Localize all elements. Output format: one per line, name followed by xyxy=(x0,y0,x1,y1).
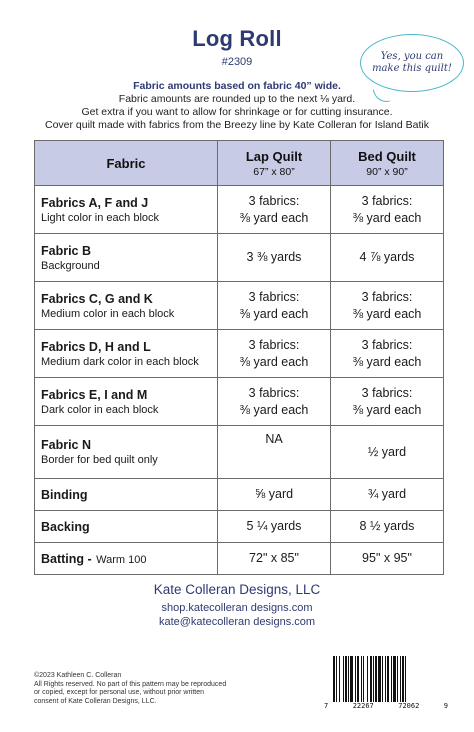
notes-line-rounding: Fabric amounts are rounded up to the next ⅛ yard. xyxy=(118,93,356,105)
row-fabric-desc: Border for bed quilt only xyxy=(41,454,158,466)
shop-link[interactable]: shop.katecolleran designs.com xyxy=(161,602,313,614)
row-fabric-desc: Warm 100 xyxy=(96,553,147,566)
barcode-bar xyxy=(348,656,349,702)
notes-line-fabric-width: Fabric amounts based on fabric 40” wide. xyxy=(133,80,341,92)
table-row xyxy=(35,543,444,575)
barcode-digit-group: 7 xyxy=(324,702,329,710)
row-bed-cell: 95" x 95" xyxy=(331,543,444,575)
barcode-bar xyxy=(357,656,359,702)
row-fabric-cell xyxy=(35,330,218,378)
row-bed-line1: 3 fabrics: xyxy=(361,193,413,208)
row-lap-cell: 3 ⅜ yards xyxy=(218,234,331,282)
barcode-bar xyxy=(367,656,368,702)
header-lap-label: Lap Quilt xyxy=(245,148,303,164)
row-lap-line2: ⅜ yard each xyxy=(239,210,309,225)
notes-line-extra: Get extra if you want to allow for shrinkage or for cutting insurance. xyxy=(81,106,393,118)
row-lap-line1: 3 fabrics: xyxy=(248,337,300,352)
row-lap-line1: 3 fabrics: xyxy=(248,193,300,208)
row-fabric-name: Backing xyxy=(41,519,90,534)
barcode-digit-group: 9 xyxy=(443,702,448,710)
row-fabric-desc: Dark color in each block xyxy=(41,403,159,416)
header-bed-label: Bed Quilt xyxy=(358,148,416,164)
row-bed-line1: 3 fabrics: xyxy=(361,289,413,304)
row-bed-cell xyxy=(331,282,444,330)
fabric-table xyxy=(34,140,444,575)
barcode-bar xyxy=(402,656,404,702)
row-fabric-cell xyxy=(35,511,218,543)
row-fabric-cell xyxy=(35,426,218,479)
barcode-digit-group: 72062 xyxy=(398,702,420,710)
barcode-bar xyxy=(355,656,356,702)
row-bed-line1: 3 fabrics: xyxy=(361,337,413,352)
barcode-bar xyxy=(397,656,398,702)
header-fabric: Fabric xyxy=(35,141,218,186)
barcode-bar xyxy=(382,656,383,702)
row-bed-line1: 3 fabrics: xyxy=(361,385,413,400)
row-fabric-cell xyxy=(35,234,218,282)
barcode-bar xyxy=(363,656,364,702)
row-bed-line2: ⅜ yard each xyxy=(352,354,422,369)
row-bed-cell xyxy=(331,378,444,426)
table-row xyxy=(35,234,444,282)
row-fabric-desc: Light color in each block xyxy=(41,211,160,224)
barcode-bar xyxy=(385,656,386,702)
row-fabric-cell xyxy=(35,378,218,426)
row-fabric-desc: Medium color in each block xyxy=(41,307,175,320)
row-bed-line2: ⅜ yard each xyxy=(352,402,422,417)
row-bed-cell: 4 ⅞ yards xyxy=(331,234,444,282)
rights-line-2: or copied, except for personal use, without prior written xyxy=(34,689,205,696)
row-lap-cell: 5 ¼ yards xyxy=(218,511,331,543)
barcode-bar xyxy=(391,656,392,702)
barcode-bar xyxy=(405,656,406,702)
row-lap-cell xyxy=(218,330,331,378)
header-lap-size: 67” x 80” xyxy=(253,165,295,178)
barcode-bar xyxy=(345,656,347,702)
table-row xyxy=(35,426,444,479)
barcode-bar xyxy=(375,656,377,702)
table-row xyxy=(35,282,444,330)
row-fabric-name: Fabrics D, H and L xyxy=(41,339,151,354)
row-fabric-cell xyxy=(35,186,218,234)
table-header-row xyxy=(35,141,444,186)
row-lap-cell: ⅝ yard xyxy=(218,479,331,511)
row-bed-line2: ⅜ yard each xyxy=(352,210,422,225)
row-lap-cell xyxy=(218,186,331,234)
row-fabric-name: Fabric N xyxy=(41,438,92,452)
row-fabric-name: Batting - xyxy=(41,551,92,566)
row-fabric-cell xyxy=(35,282,218,330)
barcode-bar xyxy=(361,656,362,702)
row-bed-cell: ½ yard xyxy=(331,426,444,479)
row-bed-cell: ¾ yard xyxy=(331,479,444,511)
row-fabric-cell xyxy=(35,543,218,575)
barcode-bar xyxy=(336,656,337,702)
row-lap-cell: NA xyxy=(218,426,331,479)
row-lap-line2: ⅜ yard each xyxy=(239,306,309,321)
header-bed-quilt xyxy=(331,141,444,186)
copyright-block xyxy=(34,672,284,706)
table-row xyxy=(35,330,444,378)
row-lap-line1: 3 fabrics: xyxy=(248,289,300,304)
row-lap-cell: 72" x 85" xyxy=(218,543,331,575)
row-fabric-name: Fabrics C, G and K xyxy=(41,291,153,306)
copyright-line: ©2023 Kathleen C. Colleran xyxy=(34,672,122,679)
speech-bubble-text: Yes, you can make this quilt! xyxy=(372,50,452,74)
barcode-digits xyxy=(324,702,448,710)
barcode-bar xyxy=(400,656,401,702)
row-lap-cell xyxy=(218,378,331,426)
company-name: Kate Colleran Designs, LLC xyxy=(153,582,321,597)
table-row xyxy=(35,186,444,234)
row-fabric-desc: Medium dark color in each block xyxy=(41,355,199,368)
pattern-code: #2309 xyxy=(221,56,253,68)
row-lap-line2: ⅜ yard each xyxy=(239,402,309,417)
barcode xyxy=(332,656,436,702)
row-bed-cell xyxy=(331,186,444,234)
row-fabric-name: Fabric B xyxy=(41,243,92,258)
row-bed-cell xyxy=(331,330,444,378)
barcode-bar xyxy=(333,656,335,702)
row-lap-cell xyxy=(218,282,331,330)
row-lap-line2: ⅜ yard each xyxy=(239,354,309,369)
notes-line-cover: Cover quilt made with fabrics from the Breezy line by Kate Colleran for Island Batik xyxy=(44,119,429,131)
table-row xyxy=(35,378,444,426)
header-bed-size: 90” x 90” xyxy=(366,165,408,178)
row-fabric-desc: Background xyxy=(41,259,100,272)
row-fabric-cell xyxy=(35,479,218,511)
row-fabric-name: Fabrics E, I and M xyxy=(41,387,148,402)
rights-line-3: consent of Kate Colleran Designs, LLC. xyxy=(34,697,157,705)
row-bed-line2: ⅜ yard each xyxy=(352,306,422,321)
barcode-bar xyxy=(387,656,389,702)
email-link[interactable]: kate@katecolleran designs.com xyxy=(158,616,316,628)
header-lap-quilt xyxy=(218,141,331,186)
row-fabric-name: Binding xyxy=(41,487,88,502)
barcode-bar xyxy=(370,656,372,702)
barcode-bar xyxy=(378,656,381,702)
row-fabric-name: Fabrics A, F and J xyxy=(41,195,149,210)
barcode-bar xyxy=(343,656,344,702)
barcode-bar xyxy=(373,656,374,702)
pattern-title: Log Roll xyxy=(192,26,282,51)
table-row xyxy=(35,511,444,543)
rights-line-1: All Rights reserved. No part of this pattern may be reproduced xyxy=(34,680,227,688)
row-bed-cell: 8 ½ yards xyxy=(331,511,444,543)
barcode-bar xyxy=(393,656,396,702)
table-row xyxy=(35,479,444,511)
barcode-bar xyxy=(350,656,353,702)
row-lap-line1: 3 fabrics: xyxy=(248,385,300,400)
barcode-digit-group: 22267 xyxy=(352,702,374,710)
fabric-notes xyxy=(0,80,474,132)
barcode-bar xyxy=(339,656,340,702)
